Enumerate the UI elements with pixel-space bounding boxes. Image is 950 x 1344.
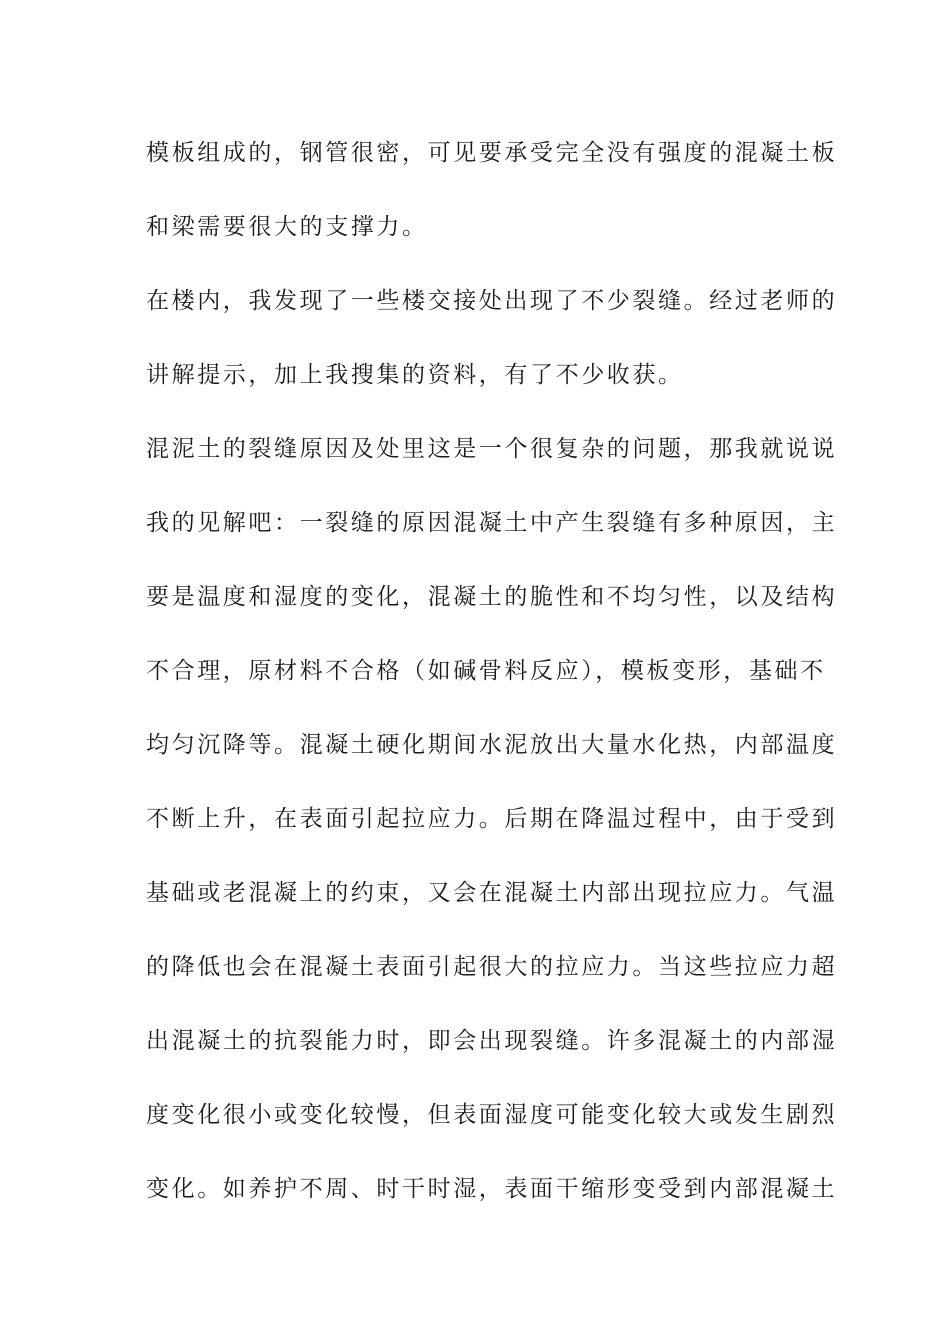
text-line: 我的见解吧：一裂缝的原因混凝土中产生裂缝有多种原因，主 (146, 510, 838, 536)
text-line: 讲解提示，加上我搜集的资料，有了不少收获。 (146, 362, 684, 388)
text-line: 要是温度和湿度的变化，混凝土的脆性和不均匀性，以及结构 (146, 584, 838, 610)
text-line: 度变化很小或变化较慢，但表面湿度可能变化较大或发生剧烈 (146, 1102, 838, 1128)
body-text (146, 130, 838, 1240)
text-line: 基础或老混凝上的约束，又会在混凝土内部出现拉应力。气温 (146, 880, 838, 906)
text-line: 在楼内，我发现了一些楼交接处出现了不少裂缝。经过老师的 (146, 288, 838, 314)
text-line: 均匀沉降等。混凝土硬化期间水泥放出大量水化热，内部温度 (146, 732, 838, 758)
text-line: 混泥土的裂缝原因及处里这是一个很复杂的问题，那我就说说 (146, 436, 838, 462)
text-line: 变化。如养护不周、时干时湿，表面干缩形变受到内部混凝土 (146, 1176, 838, 1202)
text-line: 出混凝土的抗裂能力时，即会出现裂缝。许多混凝土的内部湿 (146, 1028, 838, 1054)
text-line: 模板组成的，钢管很密，可见要承受完全没有强度的混凝土板 (146, 140, 838, 166)
text-line: 不断上升，在表面引起拉应力。后期在降温过程中，由于受到 (146, 806, 838, 832)
text-line: 和梁需要很大的支撑力。 (146, 214, 428, 240)
text-line: 不合理，原材料不合格（如碱骨料反应），模板变形，基础不 (146, 658, 826, 684)
text-line: 的降低也会在混凝土表面引起很大的拉应力。当这些拉应力超 (146, 954, 838, 980)
